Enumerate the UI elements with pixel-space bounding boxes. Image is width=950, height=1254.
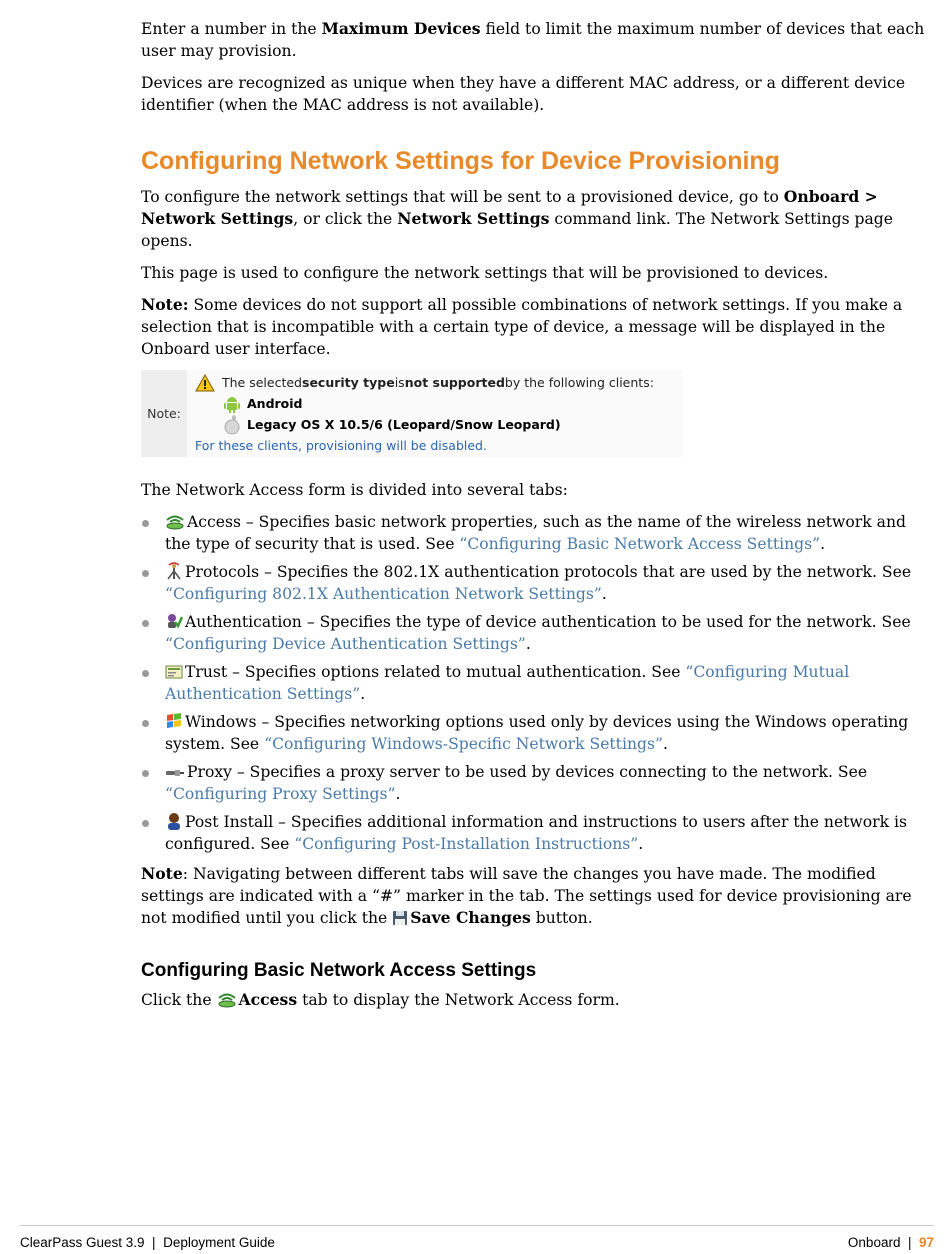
page-content — [141, 18, 936, 1021]
list-item: Trust – Specifies options related to mutual authentication. See “Configuring Mutual Authentication Settings”. — [141, 661, 936, 705]
footer-page-info: Onboard | 97 — [847, 1235, 934, 1250]
warning-icon — [195, 374, 215, 392]
trust-icon — [165, 664, 183, 680]
subsection-paragraph: Click the Access tab to display the Network Access form. — [141, 990, 620, 1009]
authentication-icon — [165, 612, 183, 630]
note-body — [187, 370, 683, 457]
list-item: Protocols – Specifies the 802.1X authentication protocols that are used by the network. See “Configuring 802.1X Authentication Network Settings”. — [141, 561, 936, 605]
access-icon — [217, 992, 237, 1008]
authentication-settings-link[interactable]: “Configuring Device Authentication Settings” — [165, 635, 526, 653]
save-icon — [392, 910, 408, 926]
client-android: Android — [223, 393, 675, 414]
footer-divider — [20, 1225, 934, 1226]
tabs-note: Note: Navigating between different tabs will save the changes you have made. The modified settings are indicated with a “#” marker in the tab. The settings used for device provisioning are not modified until you click the Save Changes button. — [141, 864, 912, 927]
post-install-settings-link[interactable]: “Configuring Post-Installation Instructions” — [294, 835, 639, 853]
provisioning-disabled-text: For these clients, provisioning will be disabled. — [195, 438, 487, 453]
access-settings-link[interactable]: “Configuring Basic Network Access Settings” — [459, 535, 821, 553]
proxy-settings-link[interactable]: “Configuring Proxy Settings” — [165, 785, 396, 803]
apple-icon — [223, 415, 241, 435]
protocols-settings-link[interactable]: “Configuring 802.1X Authentication Network Settings” — [165, 585, 602, 603]
intro-paragraph-2: Devices are recognized as unique when they have a different MAC address, or a different device identifier (when the MAC address is not available). — [141, 74, 906, 114]
page-number: 97 — [918, 1235, 934, 1250]
unsupported-clients-note — [141, 370, 683, 457]
section-note: Note: Some devices do not support all possible combinations of network settings. If you make a selection that is incompatible with a certain type of device, a message will be displayed in the Onboard user interface. — [141, 295, 903, 358]
list-item: Windows – Specifies networking options used only by devices using the Windows operating system. See “Configuring Windows-Specific Network Settings”. — [141, 711, 936, 755]
footer-doc-title: ClearPass Guest 3.9 | Deployment Guide — [20, 1235, 275, 1250]
note-warning-line: The selected security type is not supported by the following clients: — [195, 373, 675, 393]
access-icon — [165, 514, 185, 530]
trust-settings-link[interactable]: “Configuring Mutual Authentication Settings” — [165, 663, 850, 703]
windows-settings-link[interactable]: “Configuring Windows-Specific Network Settings” — [264, 735, 663, 753]
list-item: Proxy – Specifies a proxy server to be used by devices connecting to the network. See “Configuring Proxy Settings”. — [141, 761, 936, 805]
tabs-intro: The Network Access form is divided into several tabs: — [141, 481, 568, 499]
note-label: Note: — [141, 370, 187, 457]
protocols-icon — [165, 562, 183, 580]
section-paragraph-1: To configure the network settings that will be sent to a provisioned device, go to Onboard > Network Settings, or click the Network Settings command link. The Network Settings page opens. — [141, 187, 894, 250]
windows-icon — [165, 712, 183, 730]
subsection-title: Configuring Basic Network Access Settings — [141, 960, 537, 981]
list-item: Authentication – Specifies the type of device authentication to be used for the network. See “Configuring Device Authentication Settings”. — [141, 611, 936, 655]
list-item: Post Install – Specifies additional information and instructions to users after the network is configured. See “Configuring Post-Installation Instructions”. — [141, 811, 936, 855]
section-paragraph-2: This page is used to configure the network settings that will be provisioned to devices. — [141, 264, 829, 282]
intro-paragraph-1: Enter a number in the Maximum Devices field to limit the maximum number of devices that each user may provision. — [141, 19, 925, 60]
android-icon — [223, 394, 241, 414]
tabs-list — [141, 511, 936, 855]
section-title: Configuring Network Settings for Device Provisioning — [141, 147, 780, 175]
post-install-icon — [165, 812, 183, 830]
list-item: Access – Specifies basic network properties, such as the name of the wireless network and the type of security that is used. See “Configuring Basic Network Access Settings”. — [141, 511, 936, 555]
proxy-icon — [165, 766, 185, 780]
client-legacy-osx: Legacy OS X 10.5/6 (Leopard/Snow Leopard) — [223, 414, 675, 435]
